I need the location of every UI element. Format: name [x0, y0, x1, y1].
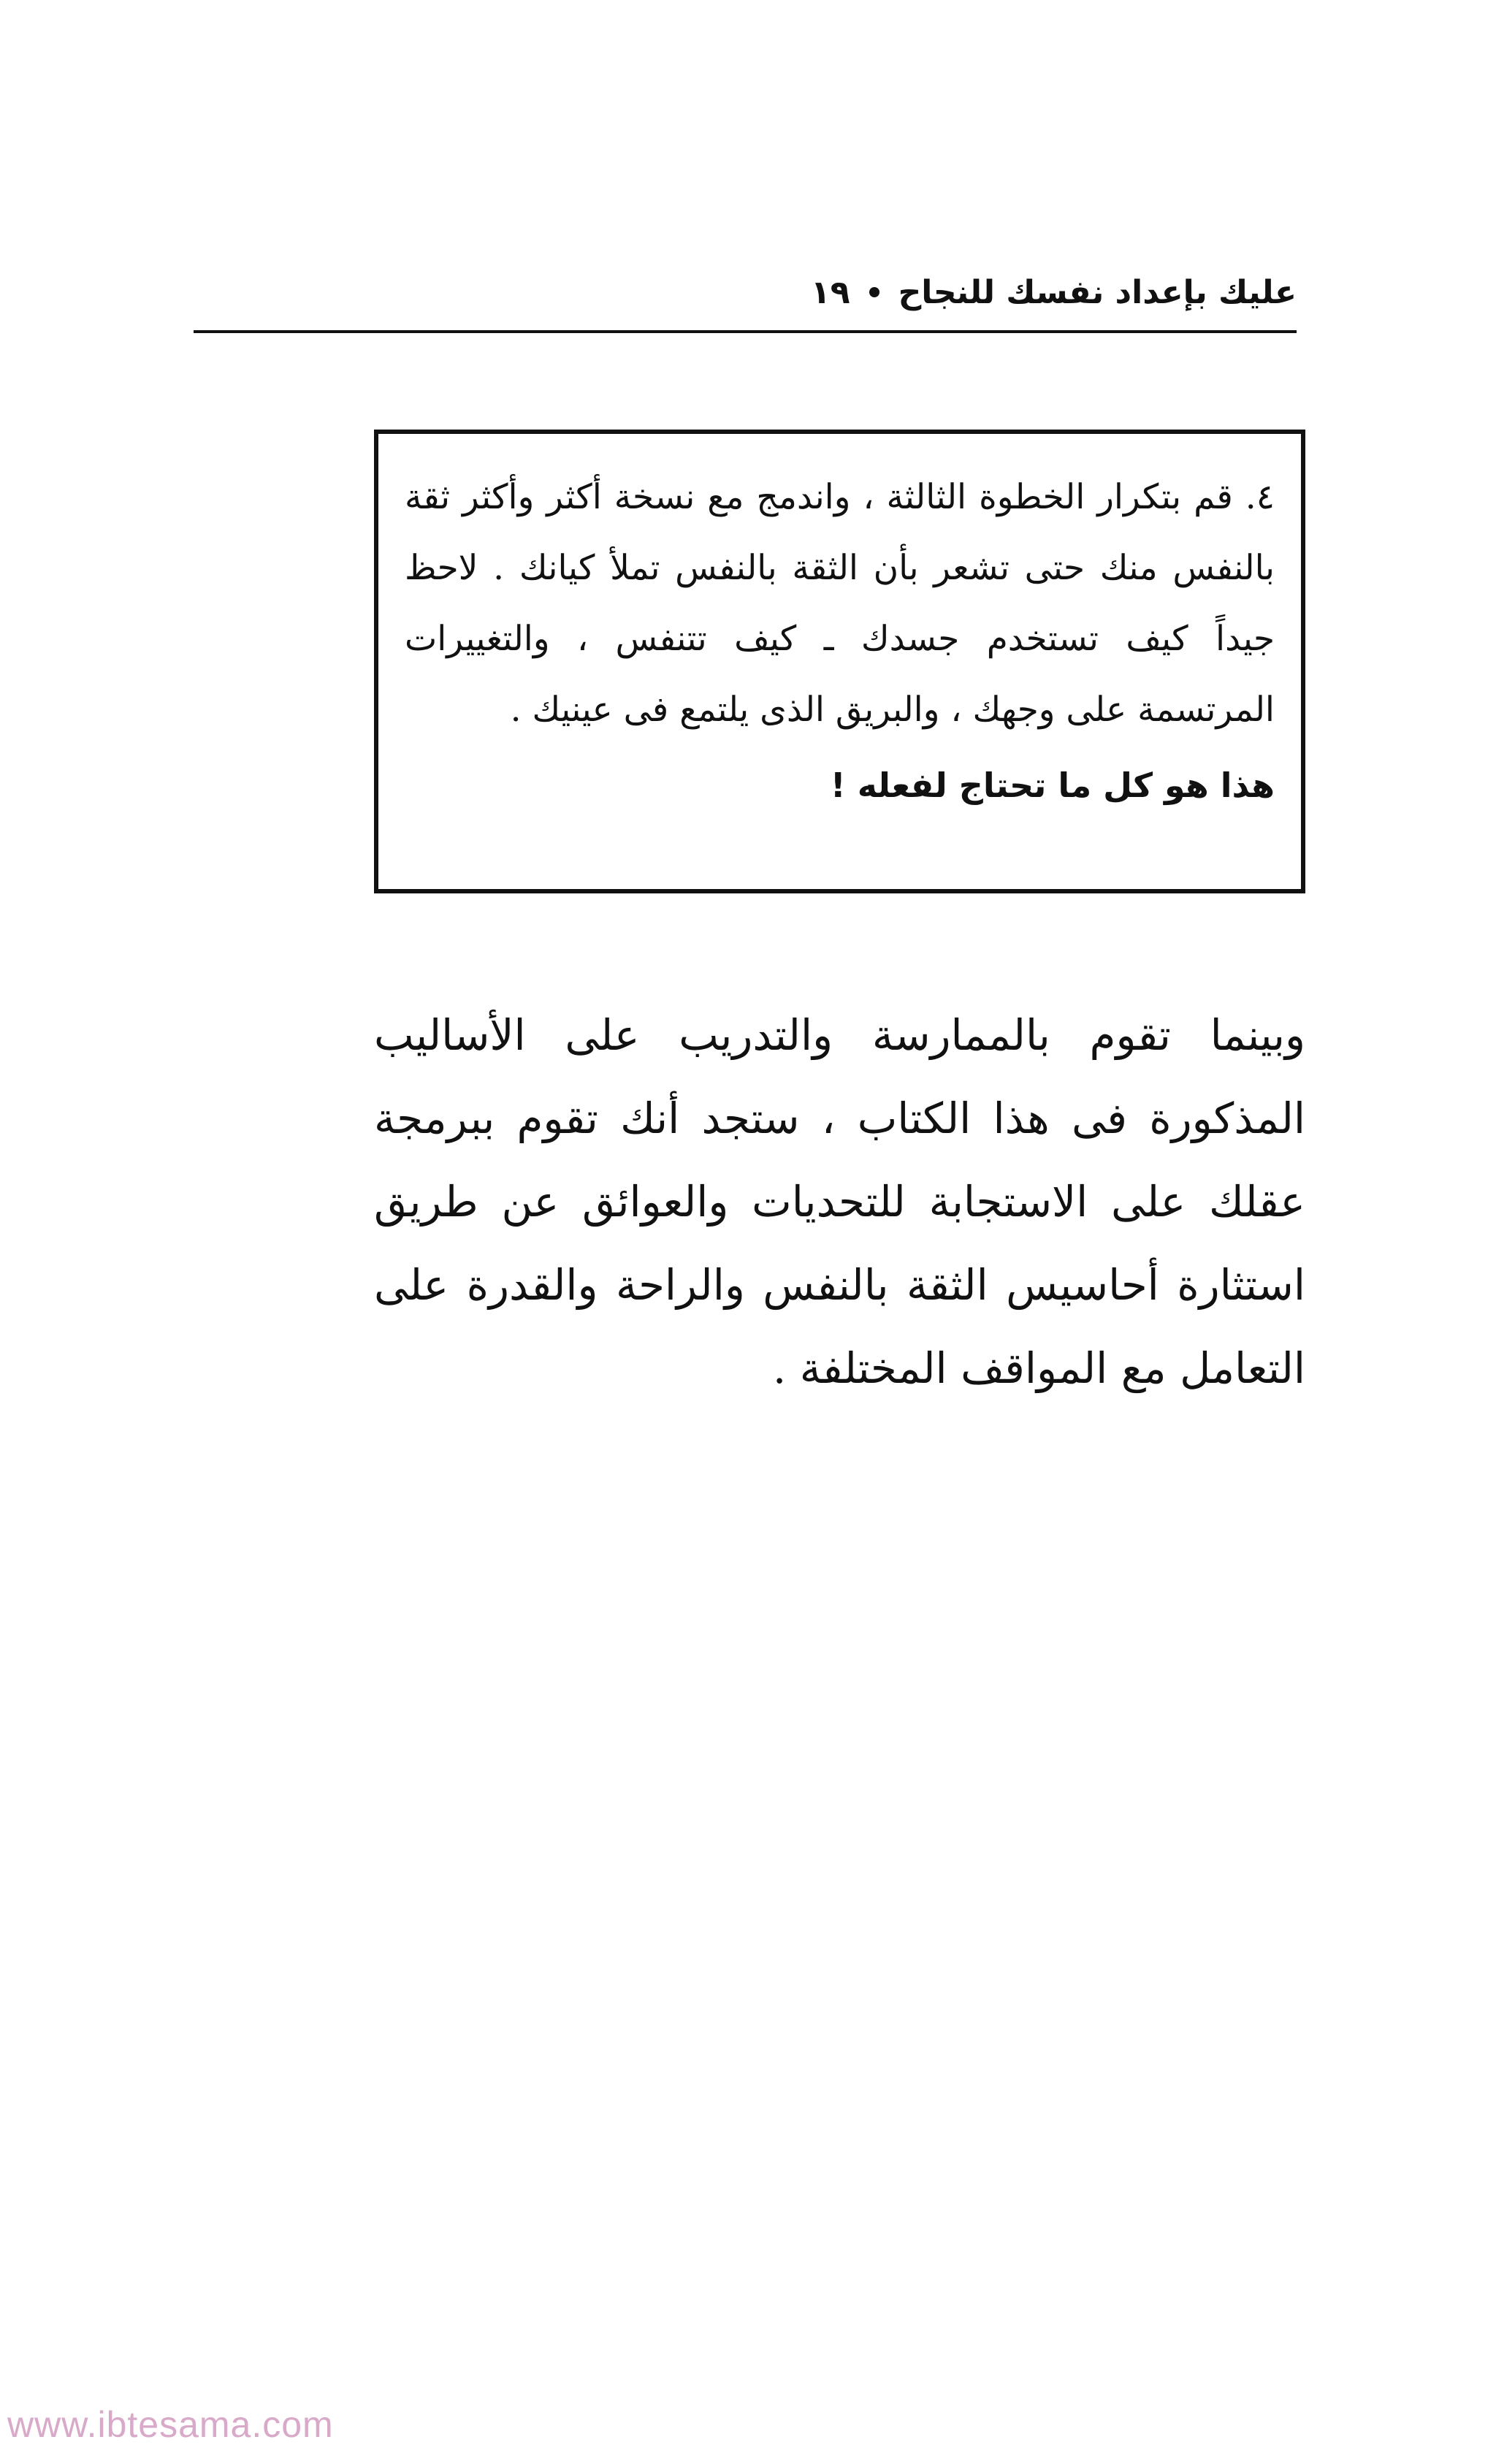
page-number: ١٩: [810, 273, 850, 311]
bullet-icon: [869, 287, 879, 297]
watermark: www.ibtesama.com: [7, 2404, 334, 2445]
boxed-note: [374, 430, 1305, 893]
header-title: عليك بإعداد نفسك للنجاح: [898, 273, 1297, 311]
box-conclusion: هذا هو كل ما تحتاج لفعله !: [830, 766, 1275, 805]
running-header: [194, 263, 1297, 321]
body-paragraph: وبينما تقوم بالممارسة والتدريب على الأساليب المذكورة فى هذا الكتاب ، ستجد أنك تقوم ببرمجة عقلك على الاستجابة للتحديات والعوائق عن طريق استثارة أحاسيس الثقة بالنفس والراحة والقدرة على التعامل مع المواقف المختلفة .: [374, 1010, 1305, 1393]
box-paragraph: ٤. قم بتكرار الخطوة الثالثة ، واندمج مع نسخة أكثر وأكثر ثقة بالنفس منك حتى تشعر بأن الثقة بالنفس تملأ كيانك . لاحظ جيداً كيف تستخدم جسدك ـ كيف تتنفس ، والتغييرات المرتسمة على وجهك ، والبريق الذى يلتمع فى عينيك .: [405, 477, 1275, 730]
header-rule: [194, 330, 1297, 333]
